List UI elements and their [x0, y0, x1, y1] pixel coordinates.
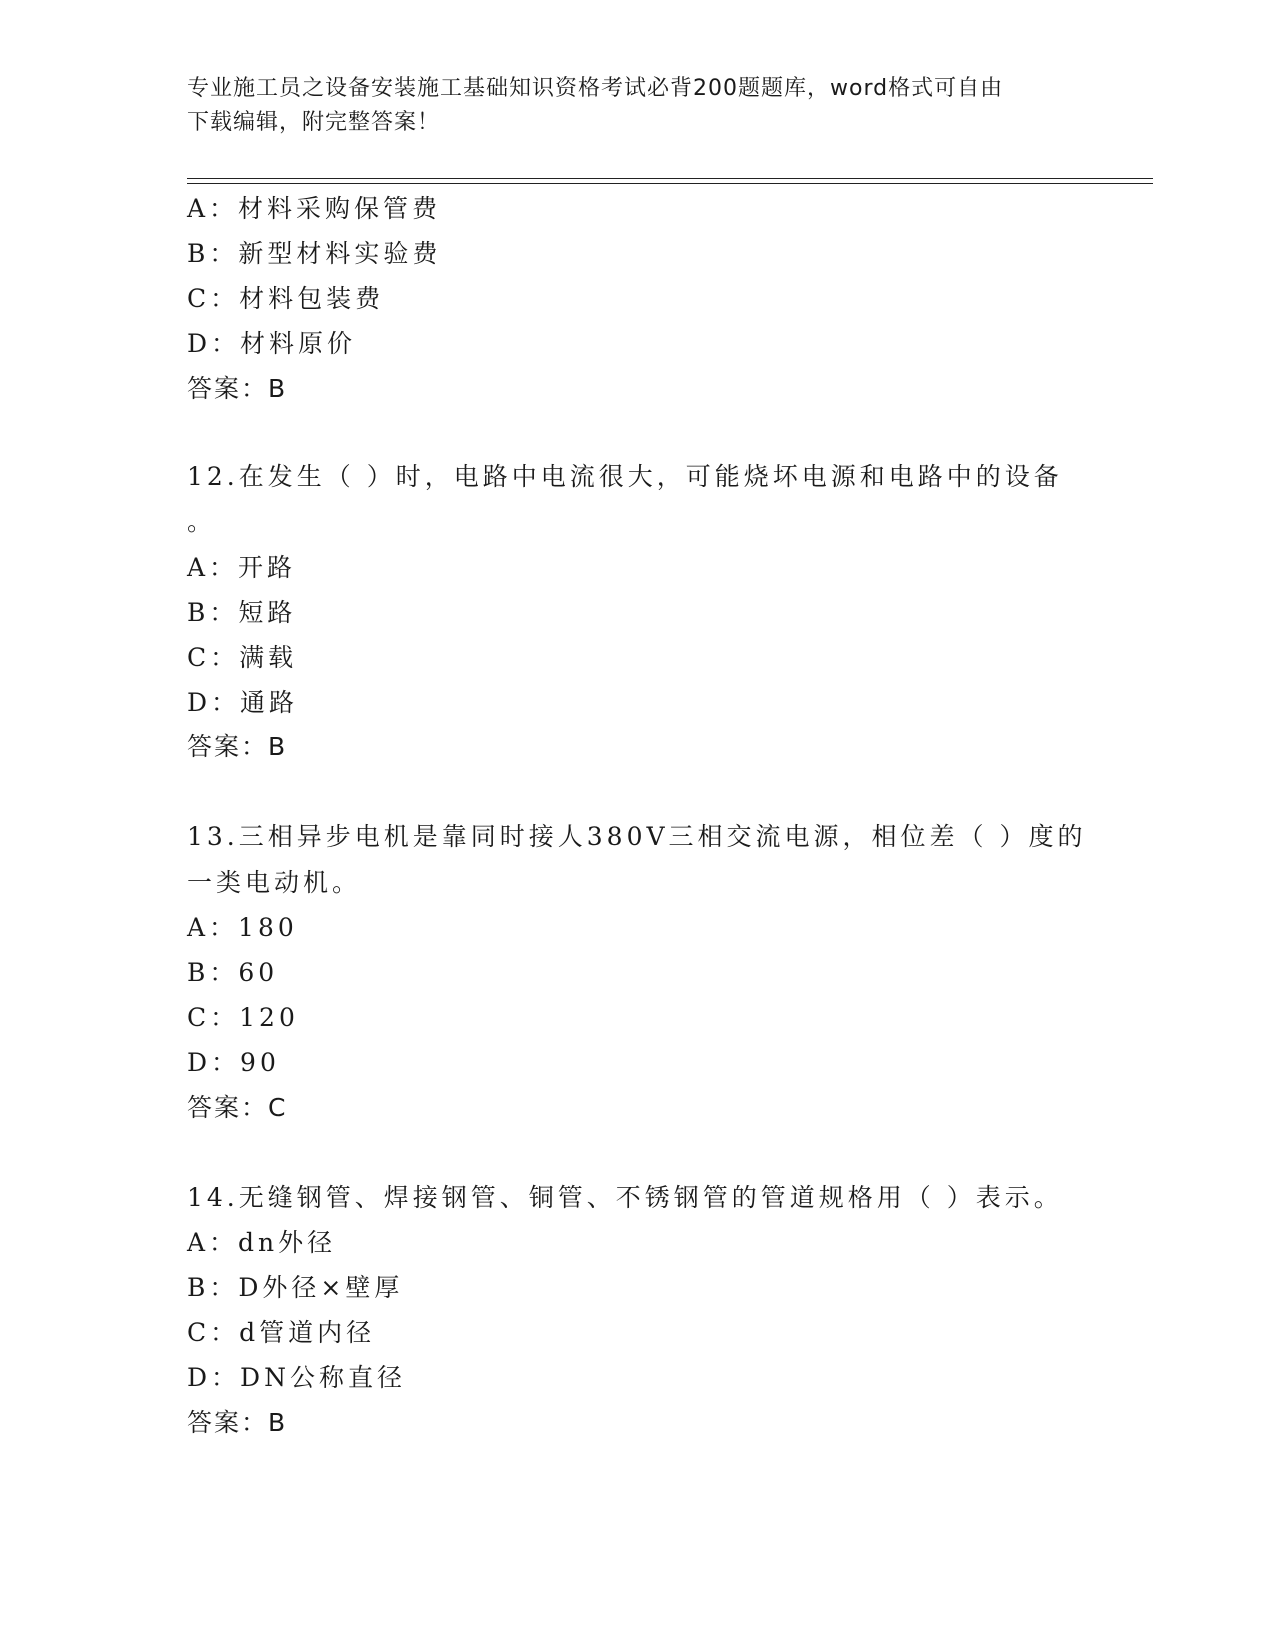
q13-stem-line-1: 13.三相异步电机是靠同时接人380V三相交流电源，相位差（ ）度的: [187, 822, 1087, 851]
q14-answer-label: 答案：: [187, 1408, 269, 1437]
q11-option-a: A：材料采购保管费: [187, 194, 442, 223]
q13-answer-value: C: [268, 1093, 288, 1122]
q14-option-a: A：dn外径: [187, 1228, 337, 1257]
q11-option-b: B：新型材料实验费: [187, 239, 442, 268]
header-divider-top: [187, 178, 1153, 179]
q11-answer-label: 答案：: [187, 374, 269, 403]
q12-stem-line-2: 。: [187, 507, 217, 536]
q14-option-d: D：DN公称直径: [187, 1363, 406, 1392]
q14-answer-value: B: [268, 1408, 288, 1437]
q14-option-c: C：d管道内径: [187, 1318, 376, 1347]
q13-option-a: A：180: [187, 913, 298, 942]
q12-stem-line-1: 12.在发生（ ）时，电路中电流很大，可能烧坏电源和电路中的设备: [187, 462, 1063, 491]
q11-answer: [187, 373, 287, 405]
q13-answer: [187, 1092, 287, 1124]
q12-option-b: B：短路: [187, 598, 297, 627]
document-header: [187, 72, 1087, 140]
q12-answer-label: 答案：: [187, 732, 269, 761]
q14-answer: [187, 1407, 287, 1439]
q13-answer-label: 答案：: [187, 1093, 269, 1122]
q12-option-d: D：通路: [187, 688, 299, 717]
q11-answer-value: B: [268, 374, 288, 403]
q11-option-c: C：材料包装费: [187, 284, 385, 313]
q12-option-c: C：满载: [187, 643, 298, 672]
q14-stem-line-1: 14.无缝钢管、焊接钢管、铜管、不锈钢管的管道规格用（ ）表示。: [187, 1183, 1063, 1212]
q13-stem-line-2: 一类电动机。: [187, 868, 362, 897]
q12-option-a: A：开路: [187, 553, 297, 582]
q13-option-d: D：90: [187, 1048, 280, 1077]
q14-option-b: B：D外径×壁厚: [187, 1273, 404, 1302]
q11-option-d: D：材料原价: [187, 329, 357, 358]
q12-answer-value: B: [268, 732, 288, 761]
header-divider-bottom: [187, 183, 1153, 184]
header-line-2: 下载编辑，附完整答案！: [187, 110, 441, 135]
q12-answer: [187, 731, 287, 763]
q13-option-b: B：60: [187, 958, 279, 987]
q13-option-c: C：120: [187, 1003, 299, 1032]
header-line-1: 专业施工员之设备安装施工基础知识资格考试必背200题题库，word格式可自由: [187, 76, 1004, 101]
